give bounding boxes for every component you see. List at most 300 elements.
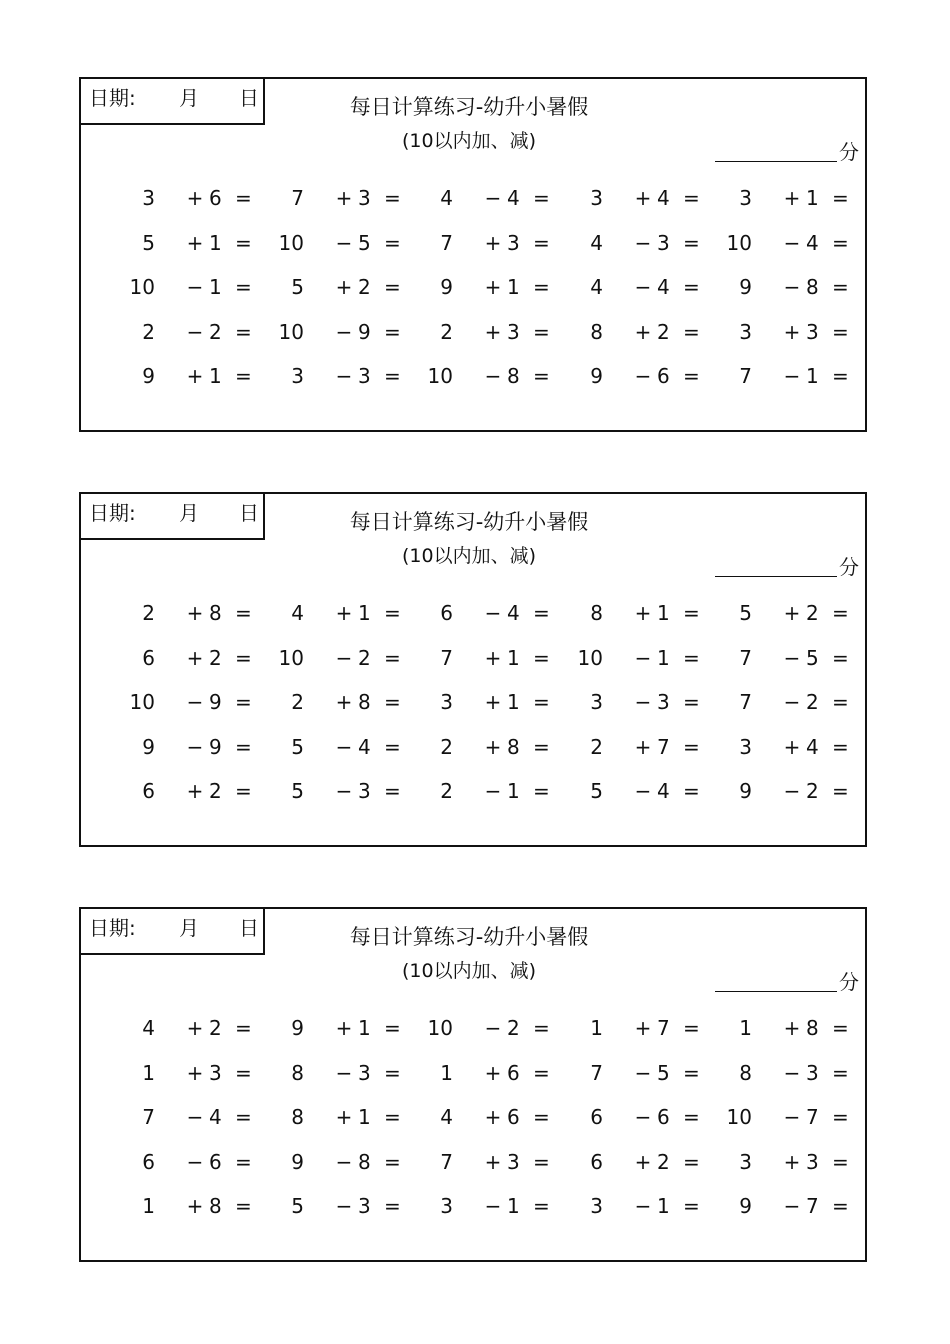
operator: + — [484, 231, 502, 255]
arithmetic-problem — [270, 1105, 401, 1129]
equals-sign: = — [384, 1016, 401, 1040]
operand-b: 5 — [657, 1061, 670, 1085]
operand-b: 2 — [657, 1150, 670, 1174]
equals-sign: = — [533, 735, 550, 759]
operand-b: 8 — [806, 275, 819, 299]
operator: + — [335, 275, 353, 299]
operand-b: 7 — [806, 1105, 819, 1129]
operator: + — [783, 320, 801, 344]
operator: − — [335, 779, 353, 803]
equals-sign: = — [832, 364, 849, 388]
equals-sign: = — [683, 231, 700, 255]
arithmetic-problem — [419, 1105, 550, 1129]
operand-a: 4 — [590, 231, 603, 255]
arithmetic-problem — [718, 646, 849, 670]
arithmetic-problem — [419, 231, 550, 255]
operator: − — [783, 1194, 801, 1218]
month-label: 月 — [179, 86, 199, 110]
operand-b: 1 — [358, 601, 371, 625]
operand-b: 3 — [806, 320, 819, 344]
equals-sign: = — [683, 186, 700, 210]
operand-a: 3 — [739, 320, 752, 344]
operator: − — [634, 231, 652, 255]
operand-a: 7 — [440, 646, 453, 670]
arithmetic-problem — [419, 735, 550, 759]
operand-a: 2 — [291, 690, 304, 714]
arithmetic-problem — [121, 186, 252, 210]
operand-b: 2 — [209, 779, 222, 803]
arithmetic-problem — [121, 364, 252, 388]
operand-a: 3 — [142, 186, 155, 210]
operand-a: 5 — [142, 231, 155, 255]
operator: + — [186, 779, 204, 803]
date-label: 日期: — [89, 916, 136, 940]
operator: − — [186, 275, 204, 299]
equals-sign: = — [832, 601, 849, 625]
operator: − — [634, 1061, 652, 1085]
operand-a: 7 — [739, 690, 752, 714]
operator: − — [484, 1016, 502, 1040]
operand-b: 1 — [806, 186, 819, 210]
worksheet-title: 每日计算练习-幼升小暑假 — [349, 925, 589, 949]
operator: − — [335, 646, 353, 670]
arithmetic-problem — [569, 320, 700, 344]
arithmetic-problem — [121, 1016, 252, 1040]
worksheet-subtitle: (10以内加、减) — [401, 130, 536, 152]
operator: − — [484, 186, 502, 210]
arithmetic-problem — [718, 1061, 849, 1085]
equals-sign: = — [832, 1061, 849, 1085]
arithmetic-problem — [121, 601, 252, 625]
operand-b: 2 — [657, 320, 670, 344]
operand-a: 1 — [590, 1016, 603, 1040]
operand-a: 3 — [440, 1194, 453, 1218]
equals-sign: = — [533, 1194, 550, 1218]
equals-sign: = — [683, 275, 700, 299]
operand-a: 4 — [291, 601, 304, 625]
operand-a: 9 — [739, 275, 752, 299]
operand-a: 9 — [739, 779, 752, 803]
operand-b: 8 — [507, 364, 520, 388]
arithmetic-problem — [121, 779, 252, 803]
equals-sign: = — [235, 186, 252, 210]
arithmetic-problem — [569, 735, 700, 759]
operand-a: 9 — [142, 735, 155, 759]
arithmetic-problem — [121, 1150, 252, 1174]
arithmetic-problem — [419, 779, 550, 803]
operator: − — [783, 231, 801, 255]
arithmetic-problem — [270, 690, 401, 714]
operand-b: 8 — [358, 1150, 371, 1174]
arithmetic-problem — [121, 275, 252, 299]
arithmetic-problem — [569, 231, 700, 255]
equals-sign: = — [235, 1105, 252, 1129]
score-unit: 分 — [839, 555, 859, 579]
operand-a: 4 — [142, 1016, 155, 1040]
arithmetic-problem — [270, 1150, 401, 1174]
equals-sign: = — [235, 364, 252, 388]
operator: + — [186, 364, 204, 388]
operand-a: 2 — [440, 779, 453, 803]
operator: − — [484, 1194, 502, 1218]
equals-sign: = — [235, 275, 252, 299]
operand-b: 8 — [507, 735, 520, 759]
equals-sign: = — [384, 601, 401, 625]
arithmetic-problem — [270, 646, 401, 670]
equals-sign: = — [533, 275, 550, 299]
equals-sign: = — [533, 779, 550, 803]
operator: − — [634, 779, 652, 803]
operator: − — [783, 690, 801, 714]
operand-a: 5 — [291, 779, 304, 803]
equals-sign: = — [384, 1194, 401, 1218]
arithmetic-problem — [718, 186, 849, 210]
operand-b: 2 — [806, 690, 819, 714]
arithmetic-problem — [718, 275, 849, 299]
operand-a: 10 — [129, 690, 155, 714]
operand-b: 5 — [806, 646, 819, 670]
operand-b: 1 — [657, 646, 670, 670]
operand-a: 5 — [590, 779, 603, 803]
operand-a: 3 — [739, 1150, 752, 1174]
operand-b: 3 — [358, 364, 371, 388]
arithmetic-problem — [419, 186, 550, 210]
operand-b: 4 — [657, 275, 670, 299]
equals-sign: = — [384, 231, 401, 255]
operator: − — [634, 690, 652, 714]
operand-a: 9 — [440, 275, 453, 299]
arithmetic-problem — [121, 690, 252, 714]
operand-a: 6 — [590, 1150, 603, 1174]
arithmetic-problem — [270, 735, 401, 759]
equals-sign: = — [533, 1016, 550, 1040]
operand-a: 4 — [440, 186, 453, 210]
arithmetic-problem — [718, 231, 849, 255]
operator: − — [783, 275, 801, 299]
equals-sign: = — [683, 1150, 700, 1174]
equals-sign: = — [384, 646, 401, 670]
arithmetic-problem — [718, 1105, 849, 1129]
problem-grid — [81, 494, 865, 845]
operand-b: 3 — [806, 1150, 819, 1174]
operator: − — [634, 364, 652, 388]
arithmetic-problem — [419, 1150, 550, 1174]
operand-b: 1 — [806, 364, 819, 388]
operand-b: 2 — [358, 275, 371, 299]
operator: − — [484, 779, 502, 803]
equals-sign: = — [384, 320, 401, 344]
operand-a: 9 — [590, 364, 603, 388]
equals-sign: = — [533, 646, 550, 670]
operand-b: 8 — [209, 601, 222, 625]
arithmetic-problem — [419, 364, 550, 388]
operand-a: 8 — [590, 601, 603, 625]
operand-b: 9 — [209, 735, 222, 759]
equals-sign: = — [533, 186, 550, 210]
equals-sign: = — [683, 601, 700, 625]
operator: − — [634, 275, 652, 299]
arithmetic-problem — [569, 364, 700, 388]
operand-b: 2 — [209, 646, 222, 670]
operand-a: 3 — [590, 1194, 603, 1218]
operator: + — [186, 231, 204, 255]
operand-b: 1 — [507, 1194, 520, 1218]
operand-b: 1 — [358, 1016, 371, 1040]
arithmetic-problem — [121, 320, 252, 344]
arithmetic-problem — [419, 646, 550, 670]
equals-sign: = — [533, 320, 550, 344]
day-label: 日 — [239, 501, 259, 525]
operand-a: 5 — [291, 735, 304, 759]
arithmetic-problem — [419, 275, 550, 299]
worksheet-title: 每日计算练习-幼升小暑假 — [349, 510, 589, 534]
operator: + — [634, 735, 652, 759]
worksheet-card — [79, 907, 867, 1262]
operator: + — [484, 1150, 502, 1174]
operand-b: 2 — [209, 1016, 222, 1040]
operand-a: 7 — [142, 1105, 155, 1129]
operand-a: 3 — [739, 735, 752, 759]
operand-b: 3 — [657, 231, 670, 255]
operator: + — [634, 1016, 652, 1040]
operator: − — [186, 1150, 204, 1174]
equals-sign: = — [683, 320, 700, 344]
operator: + — [634, 320, 652, 344]
equals-sign: = — [235, 690, 252, 714]
equals-sign: = — [235, 1016, 252, 1040]
equals-sign: = — [683, 735, 700, 759]
operand-a: 10 — [278, 231, 304, 255]
arithmetic-problem — [419, 320, 550, 344]
arithmetic-problem — [419, 690, 550, 714]
operator: − — [335, 1194, 353, 1218]
arithmetic-problem — [569, 646, 700, 670]
operand-b: 2 — [806, 601, 819, 625]
operand-a: 1 — [142, 1194, 155, 1218]
arithmetic-problem — [718, 690, 849, 714]
operand-a: 8 — [291, 1061, 304, 1085]
operand-b: 1 — [657, 601, 670, 625]
equals-sign: = — [832, 1016, 849, 1040]
arithmetic-problem — [121, 1194, 252, 1218]
operand-b: 6 — [507, 1061, 520, 1085]
operand-a: 7 — [440, 1150, 453, 1174]
operand-b: 8 — [358, 690, 371, 714]
operand-a: 7 — [739, 646, 752, 670]
operator: + — [783, 601, 801, 625]
operand-a: 6 — [590, 1105, 603, 1129]
month-label: 月 — [179, 501, 199, 525]
operator: + — [783, 735, 801, 759]
arithmetic-problem — [121, 646, 252, 670]
operator: − — [335, 231, 353, 255]
operator: + — [335, 601, 353, 625]
operand-a: 9 — [291, 1016, 304, 1040]
operand-a: 3 — [440, 690, 453, 714]
equals-sign: = — [832, 1105, 849, 1129]
equals-sign: = — [832, 1150, 849, 1174]
operand-b: 1 — [657, 1194, 670, 1218]
equals-sign: = — [683, 1016, 700, 1040]
operand-a: 6 — [142, 646, 155, 670]
operand-a: 10 — [726, 231, 752, 255]
operand-b: 6 — [209, 186, 222, 210]
arithmetic-problem — [419, 1194, 550, 1218]
equals-sign: = — [683, 364, 700, 388]
operand-b: 1 — [209, 275, 222, 299]
equals-sign: = — [235, 646, 252, 670]
operator: + — [484, 1105, 502, 1129]
operator: + — [783, 1016, 801, 1040]
equals-sign: = — [683, 690, 700, 714]
operand-a: 9 — [739, 1194, 752, 1218]
operand-b: 5 — [358, 231, 371, 255]
worksheet-subtitle: (10以内加、减) — [401, 960, 536, 982]
equals-sign: = — [832, 320, 849, 344]
operator: − — [186, 735, 204, 759]
operand-a: 8 — [291, 1105, 304, 1129]
operator: + — [634, 601, 652, 625]
operator: + — [186, 601, 204, 625]
arithmetic-problem — [270, 320, 401, 344]
operand-b: 8 — [806, 1016, 819, 1040]
operator: + — [186, 1016, 204, 1040]
equals-sign: = — [235, 1150, 252, 1174]
operand-a: 3 — [590, 186, 603, 210]
operand-b: 4 — [358, 735, 371, 759]
arithmetic-problem — [270, 1016, 401, 1040]
operand-b: 1 — [358, 1105, 371, 1129]
operand-b: 6 — [657, 1105, 670, 1129]
arithmetic-problem — [270, 1194, 401, 1218]
worksheet-title: 每日计算练习-幼升小暑假 — [349, 95, 589, 119]
operator: − — [634, 1194, 652, 1218]
equals-sign: = — [384, 1061, 401, 1085]
operand-b: 1 — [507, 275, 520, 299]
arithmetic-problem — [718, 364, 849, 388]
operator: + — [634, 1150, 652, 1174]
operand-b: 1 — [507, 646, 520, 670]
arithmetic-problem — [718, 320, 849, 344]
arithmetic-problem — [569, 1016, 700, 1040]
operand-a: 7 — [440, 231, 453, 255]
equals-sign: = — [533, 231, 550, 255]
operator: − — [634, 646, 652, 670]
arithmetic-problem — [718, 1150, 849, 1174]
operator: − — [335, 1150, 353, 1174]
equals-sign: = — [832, 779, 849, 803]
operand-a: 8 — [590, 320, 603, 344]
arithmetic-problem — [569, 1194, 700, 1218]
operand-b: 1 — [209, 364, 222, 388]
day-label: 日 — [239, 916, 259, 940]
equals-sign: = — [384, 1150, 401, 1174]
operand-b: 6 — [657, 364, 670, 388]
operator: + — [186, 1061, 204, 1085]
operand-b: 4 — [806, 231, 819, 255]
equals-sign: = — [683, 1105, 700, 1129]
worksheet-subtitle: (10以内加、减) — [401, 545, 536, 567]
arithmetic-problem — [718, 779, 849, 803]
arithmetic-problem — [718, 1016, 849, 1040]
operator: − — [335, 735, 353, 759]
operator: + — [335, 1105, 353, 1129]
operator: + — [484, 690, 502, 714]
operand-a: 5 — [739, 601, 752, 625]
operand-a: 10 — [427, 1016, 453, 1040]
equals-sign: = — [832, 231, 849, 255]
arithmetic-problem — [121, 735, 252, 759]
equals-sign: = — [533, 1105, 550, 1129]
operand-b: 6 — [209, 1150, 222, 1174]
date-label: 日期: — [89, 86, 136, 110]
arithmetic-problem — [569, 601, 700, 625]
operand-a: 4 — [440, 1105, 453, 1129]
operator: + — [783, 1150, 801, 1174]
operator: + — [335, 690, 353, 714]
operand-a: 10 — [278, 646, 304, 670]
operator: + — [484, 735, 502, 759]
operator: − — [335, 364, 353, 388]
operand-b: 3 — [806, 1061, 819, 1085]
operand-a: 1 — [739, 1016, 752, 1040]
equals-sign: = — [683, 646, 700, 670]
month-label: 月 — [179, 916, 199, 940]
score-unit: 分 — [839, 140, 859, 164]
operand-a: 2 — [142, 601, 155, 625]
operator: + — [335, 1016, 353, 1040]
equals-sign: = — [384, 779, 401, 803]
equals-sign: = — [533, 1150, 550, 1174]
arithmetic-problem — [718, 1194, 849, 1218]
operand-a: 10 — [129, 275, 155, 299]
operator: + — [186, 646, 204, 670]
arithmetic-problem — [270, 231, 401, 255]
operand-a: 7 — [590, 1061, 603, 1085]
arithmetic-problem — [270, 779, 401, 803]
equals-sign: = — [832, 690, 849, 714]
operator: + — [186, 186, 204, 210]
operand-a: 6 — [440, 601, 453, 625]
equals-sign: = — [384, 690, 401, 714]
operator: − — [783, 779, 801, 803]
arithmetic-problem — [270, 364, 401, 388]
arithmetic-problem — [121, 231, 252, 255]
equals-sign: = — [683, 1061, 700, 1085]
operand-b: 3 — [507, 1150, 520, 1174]
operand-b: 4 — [657, 186, 670, 210]
operator: + — [484, 320, 502, 344]
arithmetic-problem — [419, 1016, 550, 1040]
operand-b: 3 — [358, 186, 371, 210]
equals-sign: = — [384, 1105, 401, 1129]
arithmetic-problem — [419, 1061, 550, 1085]
operand-a: 9 — [291, 1150, 304, 1174]
operand-b: 1 — [507, 690, 520, 714]
operand-a: 5 — [291, 1194, 304, 1218]
operand-b: 4 — [806, 735, 819, 759]
arithmetic-problem — [121, 1061, 252, 1085]
operand-b: 3 — [358, 1194, 371, 1218]
operator: − — [783, 1105, 801, 1129]
operand-a: 5 — [291, 275, 304, 299]
operator: + — [484, 646, 502, 670]
arithmetic-problem — [121, 1105, 252, 1129]
operand-b: 1 — [209, 231, 222, 255]
equals-sign: = — [235, 601, 252, 625]
equals-sign: = — [533, 1061, 550, 1085]
operand-b: 1 — [507, 779, 520, 803]
